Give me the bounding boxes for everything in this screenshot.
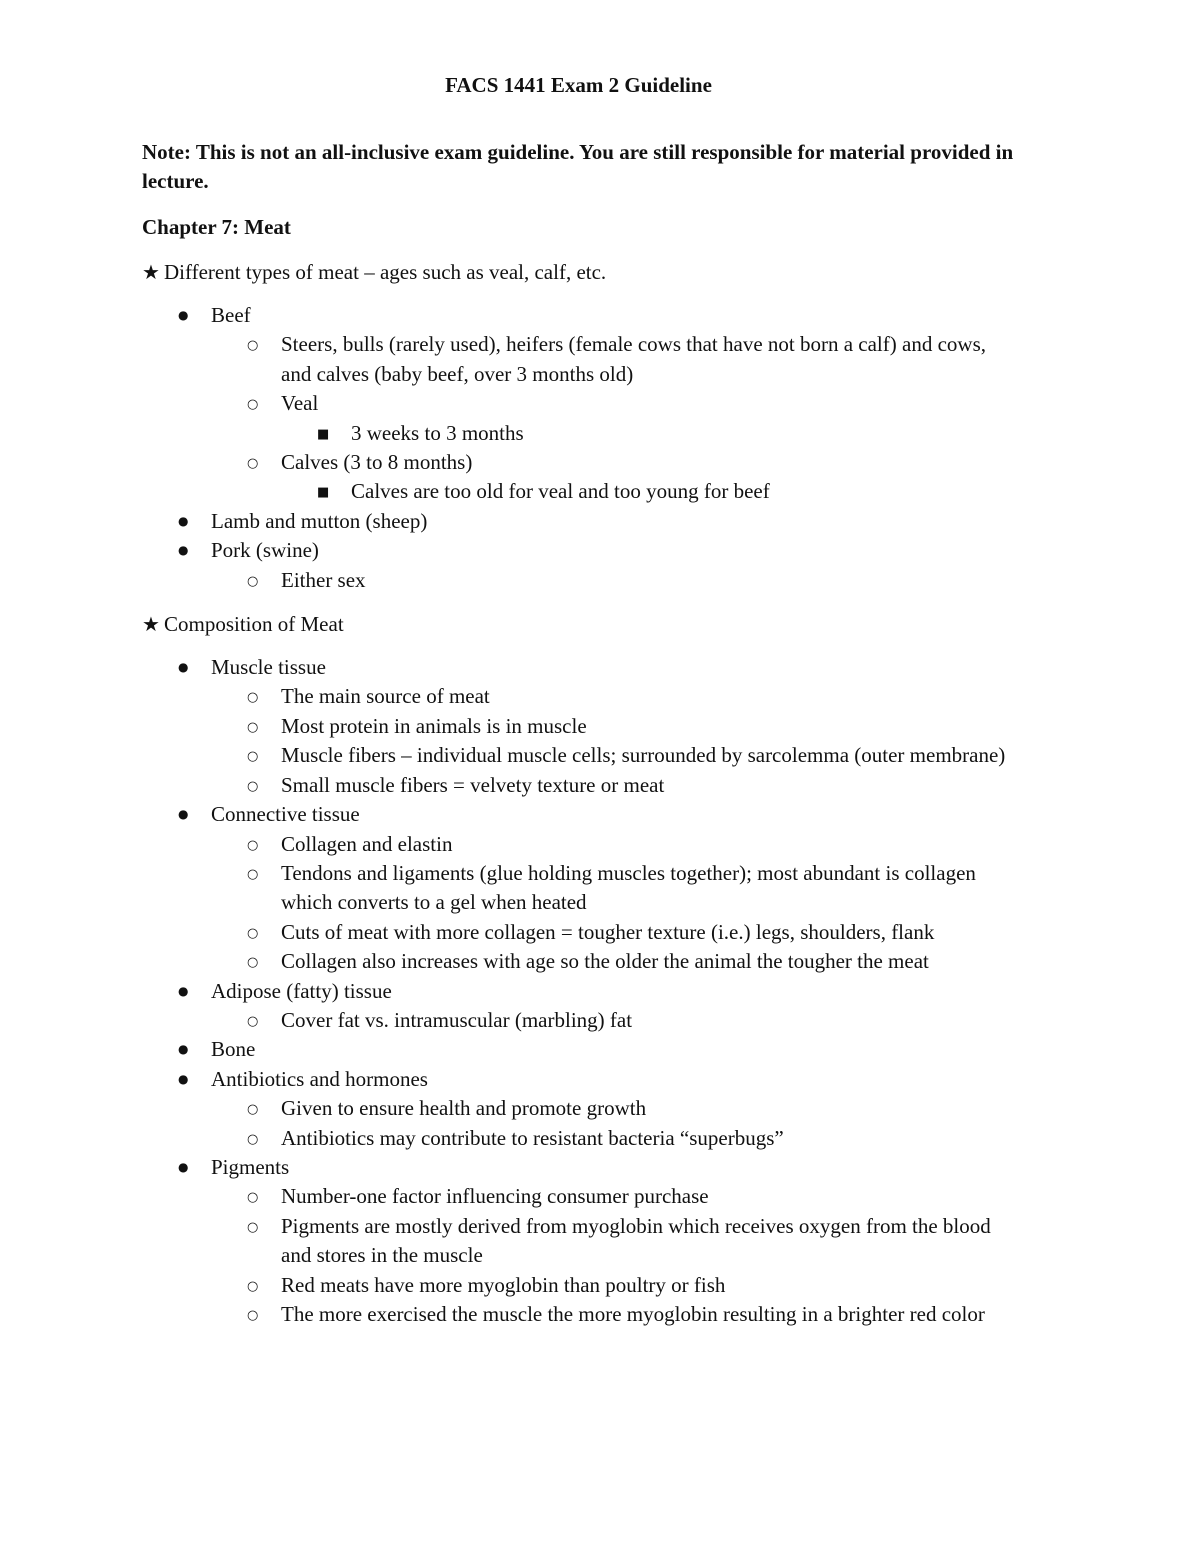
sub-list-item <box>211 330 1015 389</box>
list-item-text: Pigments <box>211 1154 290 1179</box>
sub-list-item <box>211 830 1015 859</box>
sub-list-item <box>211 712 1015 741</box>
sections-container <box>142 257 1015 1329</box>
sub-list <box>141 1182 1015 1329</box>
sub-list-item <box>211 1006 1015 1035</box>
sub-list-item <box>211 1271 1015 1300</box>
hollow-circle-bullet-icon: ○ <box>247 866 259 882</box>
sub-list-item-text: Cuts of meat with more collagen = tougher texture (i.e.) legs, shoulders, flank <box>281 919 935 944</box>
sub-list-item <box>211 1182 1015 1211</box>
sub-list-item-text: The main source of meat <box>281 684 490 709</box>
section-heading <box>142 609 1015 639</box>
sub-list-item <box>211 682 1015 711</box>
outline-list <box>142 301 1015 595</box>
list-item-text: Pork (swine) <box>211 538 319 563</box>
hollow-circle-bullet-icon: ○ <box>247 1102 259 1118</box>
hollow-circle-bullet-icon: ○ <box>247 778 259 794</box>
list-item <box>142 536 1015 595</box>
list-item-text: Muscle tissue <box>211 655 326 680</box>
hollow-circle-bullet-icon: ○ <box>247 925 259 941</box>
sub-list <box>141 682 1015 800</box>
chapter-heading: Chapter 7: Meat <box>142 215 291 239</box>
sub-sub-list-item-text: 3 weeks to 3 months <box>351 420 524 445</box>
hollow-circle-bullet-icon: ○ <box>247 1190 259 1206</box>
sub-list <box>141 566 1015 595</box>
sub-list <box>141 1094 1015 1153</box>
list-item <box>142 1065 1015 1153</box>
sub-list-item-text: Muscle fibers – individual muscle cells; surrounded by sarcolemma (outer membrane) <box>281 743 1006 768</box>
list-item <box>142 977 1015 1036</box>
sub-list <box>141 830 1015 977</box>
sub-list-item-text: Number-one factor influencing consumer purchase <box>281 1184 709 1209</box>
sub-list-item <box>211 566 1015 595</box>
sub-list-item-text: Cover fat vs. intramuscular (marbling) fat <box>281 1007 633 1032</box>
hollow-circle-bullet-icon: ○ <box>247 1013 259 1029</box>
sub-list-item <box>211 448 1015 507</box>
sub-sub-list <box>281 477 1015 506</box>
hollow-circle-bullet-icon: ○ <box>247 719 259 735</box>
list-item-text: Antibiotics and hormones <box>211 1066 428 1091</box>
list-item-text: Bone <box>211 1037 256 1062</box>
sub-list-item <box>211 1094 1015 1123</box>
sub-list-item <box>211 1212 1015 1271</box>
sub-list-item <box>211 771 1015 800</box>
filled-circle-bullet-icon: ● <box>178 983 189 998</box>
hollow-circle-bullet-icon: ○ <box>247 1131 259 1147</box>
sub-list-item-text: Small muscle fibers = velvety texture or meat <box>281 772 665 797</box>
sub-list-item <box>211 741 1015 770</box>
square-bullet-icon: ■ <box>317 426 330 442</box>
sub-list-item-text: Antibiotics may contribute to resistant bacteria “superbugs” <box>281 1125 784 1150</box>
sub-list-item-text: Veal <box>281 391 319 416</box>
sub-list-item-text: Either sex <box>281 567 366 592</box>
list-item <box>142 301 1015 507</box>
sub-list-item-text: Steers, bulls (rarely used), heifers (female cows that have not born a calf) and cows, and calves (baby beef, over 3 months old) <box>281 332 986 386</box>
hollow-circle-bullet-icon: ○ <box>247 837 259 853</box>
filled-circle-bullet-icon: ● <box>178 660 189 675</box>
square-bullet-icon: ■ <box>317 485 330 501</box>
hollow-circle-bullet-icon: ○ <box>247 573 259 589</box>
sub-list-item-text: Pigments are mostly derived from myoglobin which receives oxygen from the blood and stores in the muscle <box>281 1213 991 1268</box>
sub-list-item <box>211 1124 1015 1153</box>
filled-circle-bullet-icon: ● <box>178 543 189 558</box>
sub-list-item <box>211 1300 1015 1329</box>
filled-circle-bullet-icon: ● <box>178 513 189 528</box>
list-item-text: Adipose (fatty) tissue <box>211 978 392 1003</box>
sub-list-item <box>211 389 1015 448</box>
hollow-circle-bullet-icon: ○ <box>247 338 259 354</box>
sub-list-item-text: Most protein in animals is in muscle <box>281 713 587 738</box>
section-heading <box>142 257 1015 287</box>
star-icon: ★ <box>142 260 160 284</box>
sub-list-item-text: Collagen and elastin <box>281 831 453 856</box>
list-item <box>142 800 1015 976</box>
list-item-text: Beef <box>211 303 251 327</box>
list-item-text: Connective tissue <box>211 802 360 827</box>
list-item <box>142 653 1015 800</box>
sub-list <box>141 330 1015 506</box>
filled-circle-bullet-icon: ● <box>178 1042 189 1057</box>
sub-list-item <box>211 947 1015 976</box>
document-title: FACS 1441 Exam 2 Guideline <box>445 73 712 97</box>
sub-list-item-text: Red meats have more myoglobin than poultry or fish <box>281 1272 726 1297</box>
list-item <box>142 507 1015 536</box>
sub-list-item-text: Tendons and ligaments (glue holding muscles together); most abundant is collagen which converts to a gel when heated <box>281 860 976 915</box>
hollow-circle-bullet-icon: ○ <box>247 690 259 706</box>
list-item <box>142 1035 1015 1064</box>
sub-list-item-text: Calves (3 to 8 months) <box>281 450 473 475</box>
hollow-circle-bullet-icon: ○ <box>247 397 259 413</box>
sub-sub-list-item-text: Calves are too old for veal and too young for beef <box>351 479 770 504</box>
filled-circle-bullet-icon: ● <box>178 1159 189 1174</box>
filled-circle-bullet-icon: ● <box>178 1071 189 1086</box>
filled-circle-bullet-icon: ● <box>178 308 189 322</box>
list-item-text: Lamb and mutton (sheep) <box>211 508 428 533</box>
sub-list-item-text: Collagen also increases with age so the older the animal the tougher the meat <box>281 949 929 974</box>
sub-list <box>141 1006 1015 1035</box>
star-icon: ★ <box>142 612 160 637</box>
sub-sub-list <box>281 419 1015 448</box>
hollow-circle-bullet-icon: ○ <box>247 955 259 971</box>
section-heading-text: Different types of meat – ages such as veal, calf, etc. <box>164 260 607 284</box>
sub-list-item-text: The more exercised the muscle the more myoglobin resulting in a brighter red color <box>281 1302 985 1326</box>
sub-list-item-text: Given to ensure health and promote growth <box>281 1096 647 1121</box>
sub-list-item <box>211 859 1015 918</box>
hollow-circle-bullet-icon: ○ <box>247 1308 259 1323</box>
hollow-circle-bullet-icon: ○ <box>247 456 259 472</box>
sub-sub-list-item <box>281 477 1015 506</box>
hollow-circle-bullet-icon: ○ <box>247 749 259 765</box>
section-heading-text: Composition of Meat <box>164 612 344 637</box>
disclaimer-note: Note: This is not an all-inclusive exam guideline. You are still responsible for material provided in lecture. <box>142 140 1014 193</box>
filled-circle-bullet-icon: ● <box>178 807 189 822</box>
sub-sub-list-item <box>281 419 1015 448</box>
sub-list-item <box>211 918 1015 947</box>
hollow-circle-bullet-icon: ○ <box>247 1278 259 1294</box>
outline-list <box>142 653 1015 1329</box>
list-item <box>142 1153 1015 1329</box>
hollow-circle-bullet-icon: ○ <box>247 1219 259 1235</box>
